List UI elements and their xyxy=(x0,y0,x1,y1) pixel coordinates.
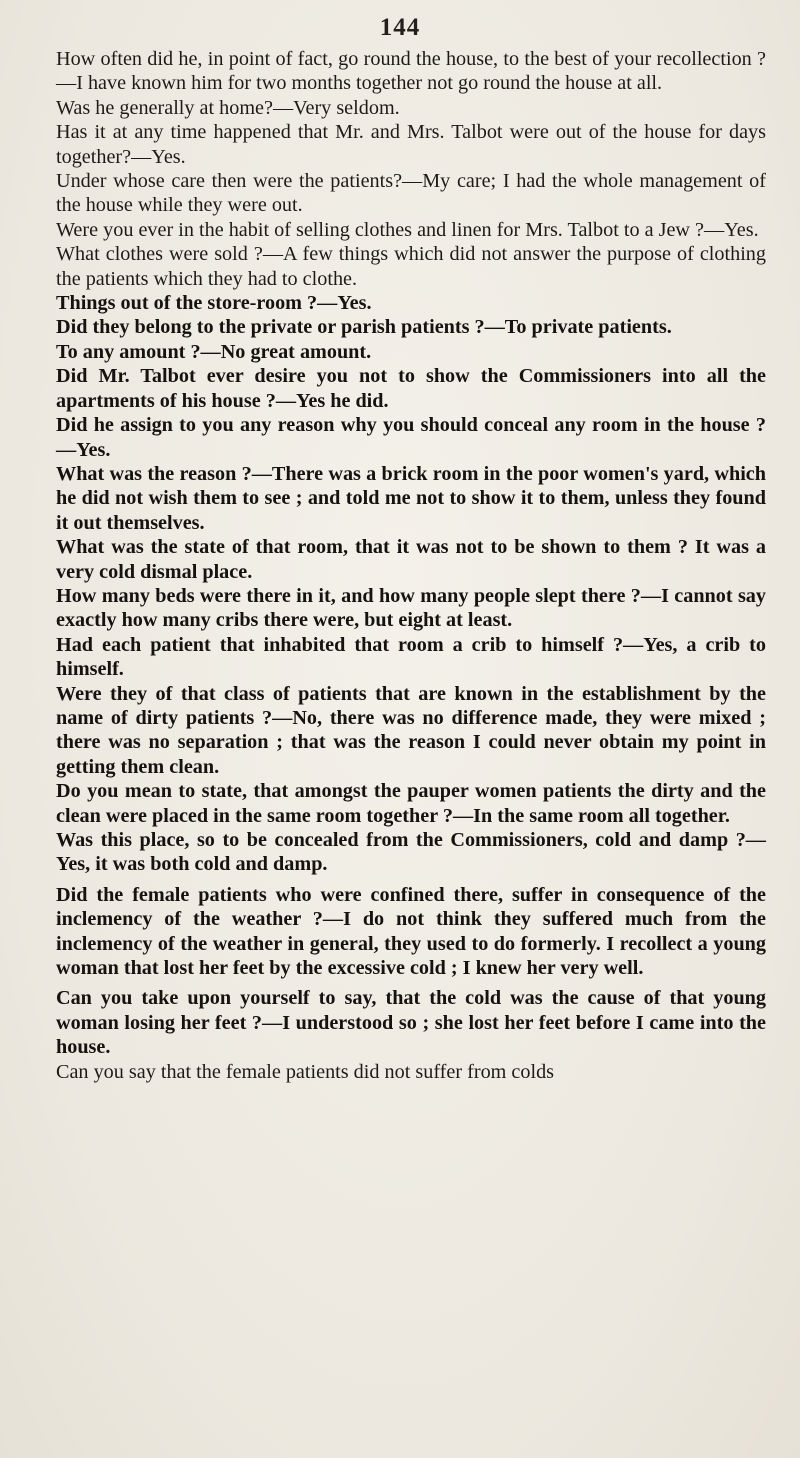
paragraph: What was the state of that room, that it was not to be shown to them ? It was a very cold dismal place. xyxy=(56,536,766,583)
paragraph: Can you take upon yourself to say, that the cold was the cause of that young woman losing her feet ?—I understood so ; she lost her feet before I came into the house. xyxy=(56,987,766,1059)
paragraph: Were you ever in the habit of selling clothes and linen for Mrs. Talbot to a Jew ?—Yes. xyxy=(56,218,759,241)
paragraph: Things out of the store-room ?—Yes. xyxy=(56,292,372,315)
paragraph: Was he generally at home?—Very seldom. xyxy=(56,96,400,119)
page-body xyxy=(56,47,766,1084)
paragraph: Under whose care then were the patients?—My care; I had the whole management of the house while they were out. xyxy=(56,170,766,217)
paragraph: How many beds were there in it, and how many people slept there ?—I cannot say exactly how many cribs there were, but eight at least. xyxy=(56,584,766,632)
paragraph: Did Mr. Talbot ever desire you not to show the Commissioners into all the apartments of his house ?—Yes he did. xyxy=(56,365,766,412)
paragraph: Did the female patients who were confined there, suffer in consequence of the inclemency of the weather ?—I do not think they suffered much from the inclemency of the weather in general, they used to do formerly. I recollect a young woman that lost her feet by the excessive cold ; I knew her very well. xyxy=(56,883,766,980)
paragraph: Was this place, so to be concealed from the Commissioners, cold and damp ?—Yes, it was both cold and damp. xyxy=(56,829,766,876)
page-number: 144 xyxy=(379,14,421,41)
paragraph: How often did he, in point of fact, go round the house, to the best of your recollection ?—I have known him for two months together not go round the house at all. xyxy=(56,48,766,95)
paragraph: Were they of that class of patients that are known in the establishment by the name of dirty patients ?—No, there was no difference made, they were mixed ; there was no separation ; that was the reason I could never obtain my point in getting them clean. xyxy=(56,682,766,778)
paragraph: Had each patient that inhabited that room a crib to himself ?—Yes, a crib to himself. xyxy=(56,633,766,681)
paragraph: Did they belong to the private or parish patients ?—To private patients. xyxy=(56,316,672,339)
paragraph: Did he assign to you any reason why you should conceal any room in the house ?—Yes. xyxy=(56,414,766,461)
paragraph: What clothes were sold ?—A few things which did not answer the purpose of clothing the patients which they had to clothe. xyxy=(56,243,766,290)
paragraph: Can you say that the female patients did not suffer from colds xyxy=(56,1060,555,1083)
paragraph: Do you mean to state, that amongst the pauper women patients the dirty and the clean were placed in the same room together ?—In the same room all together. xyxy=(56,780,766,827)
paragraph: To any amount ?—No great amount. xyxy=(56,340,372,363)
paragraph: What was the reason ?—There was a brick room in the poor women's yard, which he did not wish them to see ; and told me not to show it to them, unless they found it out themselves. xyxy=(56,462,766,534)
paragraph: Has it at any time happened that Mr. and Mrs. Talbot were out of the house for days together?—Yes. xyxy=(56,121,766,168)
